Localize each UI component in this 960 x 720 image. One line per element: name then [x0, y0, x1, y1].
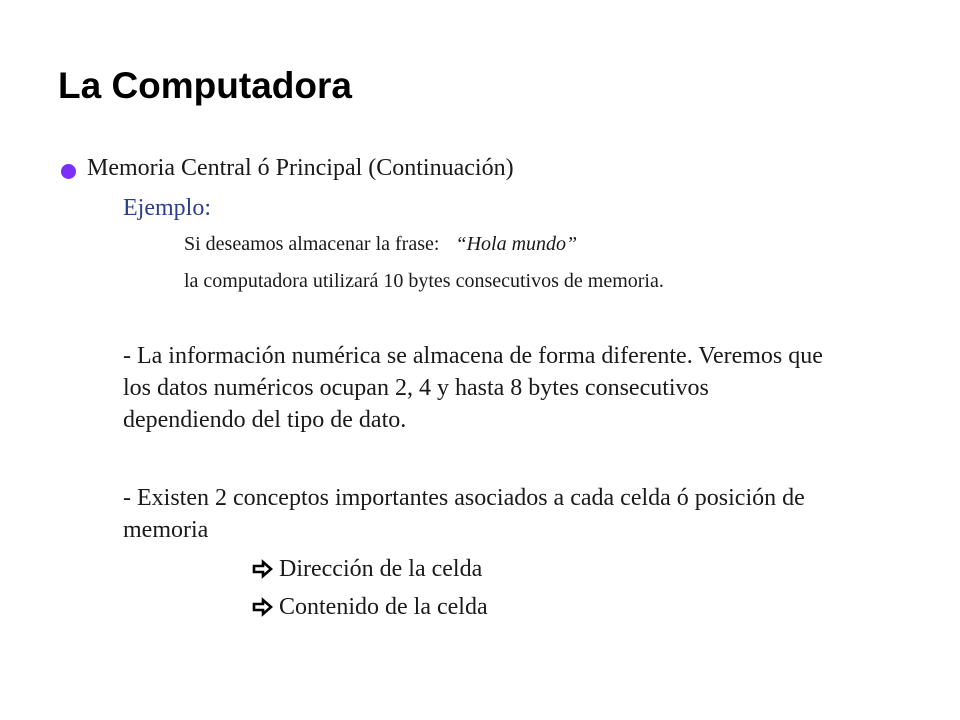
- bullet-heading: Memoria Central ó Principal (Continuación): [87, 155, 514, 181]
- paragraph-concepts: [123, 482, 923, 546]
- example-line-2: la computadora utilizará 10 bytes consecutivos de memoria.: [184, 270, 664, 292]
- example-quote: “Hola mundo”: [455, 233, 578, 255]
- paragraph-line: - La información numérica se almacena de forma diferente. Veremos que: [123, 343, 823, 369]
- bullet-dot-icon: [61, 164, 76, 179]
- example-label: Ejemplo:: [123, 195, 211, 221]
- paragraph-line: los datos numéricos ocupan 2, 4 y hasta 8 bytes consecutivos: [123, 375, 709, 401]
- slide-title: La Computadora: [58, 65, 352, 106]
- concept-label: Dirección de la celda: [279, 556, 483, 582]
- concept-item: [251, 553, 482, 585]
- arrow-right-icon: [251, 558, 273, 580]
- paragraph-line: dependiendo del tipo de dato.: [123, 407, 407, 433]
- paragraph-line: memoria: [123, 517, 209, 543]
- example-line-1: [184, 230, 577, 258]
- example-line-1-text: Si deseamos almacenar la frase:: [184, 233, 440, 255]
- concept-item: [251, 591, 488, 623]
- paragraph-numeric-info: [123, 340, 923, 436]
- arrow-right-icon: [251, 596, 273, 618]
- paragraph-line: - Existen 2 conceptos importantes asociados a cada celda ó posición de: [123, 485, 805, 511]
- concept-label: Contenido de la celda: [279, 594, 488, 620]
